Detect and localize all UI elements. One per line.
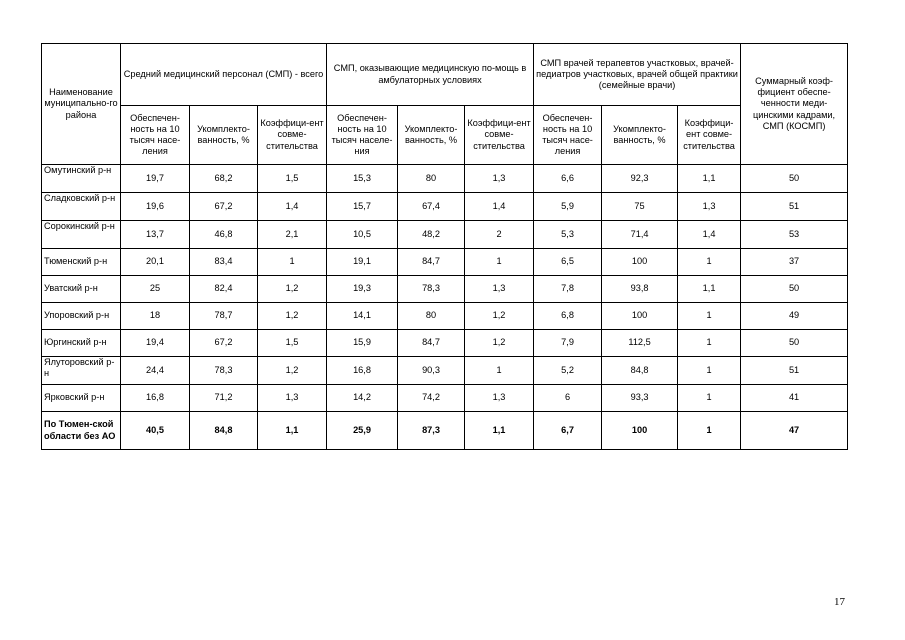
table-cell: 18 xyxy=(121,303,190,330)
table-row xyxy=(42,276,848,303)
table-cell: 50 xyxy=(741,276,848,303)
table-cell: 46,8 xyxy=(190,221,258,249)
district-name: Юргинский р-н xyxy=(42,330,121,357)
table-cell: 1 xyxy=(678,385,741,412)
table-cell: 1,3 xyxy=(465,165,534,193)
table-cell: 6,8 xyxy=(534,303,602,330)
total-cell: 100 xyxy=(602,412,678,450)
table-cell: 14,1 xyxy=(327,303,398,330)
district-name: Уватский р-н xyxy=(42,276,121,303)
table-cell: 80 xyxy=(398,303,465,330)
table-cell: 93,3 xyxy=(602,385,678,412)
table-cell: 37 xyxy=(741,249,848,276)
table-cell: 78,3 xyxy=(190,357,258,385)
total-cell: 6,7 xyxy=(534,412,602,450)
table-cell: 14,2 xyxy=(327,385,398,412)
total-cell: 25,9 xyxy=(327,412,398,450)
total-cell: 40,5 xyxy=(121,412,190,450)
table-cell: 67,4 xyxy=(398,193,465,221)
table-cell: 6 xyxy=(534,385,602,412)
table-cell: 51 xyxy=(741,193,848,221)
table-row xyxy=(42,303,848,330)
total-cell: 1,1 xyxy=(258,412,327,450)
table-cell: 1,2 xyxy=(258,276,327,303)
table-cell: 2,1 xyxy=(258,221,327,249)
table-cell: 5,2 xyxy=(534,357,602,385)
table-cell: 100 xyxy=(602,303,678,330)
district-name: Сорокинский р-н xyxy=(42,221,121,249)
table-row xyxy=(42,221,848,249)
group-header-smp-ambulatory: СМП, оказывающие медицинскую по-мощь в амбулаторных условиях xyxy=(327,44,534,106)
total-cell: 47 xyxy=(741,412,848,450)
district-name: Тюменский р-н xyxy=(42,249,121,276)
table-cell: 84,8 xyxy=(602,357,678,385)
header-row-groups xyxy=(42,44,848,106)
district-name: Ярковский р-н xyxy=(42,385,121,412)
table-cell: 68,2 xyxy=(190,165,258,193)
table-cell: 1,2 xyxy=(258,357,327,385)
table-cell: 90,3 xyxy=(398,357,465,385)
table-cell: 20,1 xyxy=(121,249,190,276)
table-cell: 1,5 xyxy=(258,330,327,357)
table-cell: 1 xyxy=(678,303,741,330)
table-cell: 6,5 xyxy=(534,249,602,276)
subcol-header: Обеспечен-ность на 10 тысяч населе-ния xyxy=(327,106,398,165)
table-cell: 50 xyxy=(741,330,848,357)
group-header-smp-district-doctors: СМП врачей терапевтов участковых, врачей-педиатров участковых, врачей общей практики (семейные врачи) xyxy=(534,44,741,106)
table-cell: 5,9 xyxy=(534,193,602,221)
table-cell: 10,5 xyxy=(327,221,398,249)
table-cell: 80 xyxy=(398,165,465,193)
table-cell: 67,2 xyxy=(190,330,258,357)
table-cell: 1,2 xyxy=(465,330,534,357)
table-cell: 1,4 xyxy=(678,221,741,249)
subcol-header: Укомплекто-ванность, % xyxy=(398,106,465,165)
table-cell: 19,3 xyxy=(327,276,398,303)
table-cell: 74,2 xyxy=(398,385,465,412)
table-cell: 1 xyxy=(678,330,741,357)
group-header-smp-total: Средний медицинский персонал (СМП) - всего xyxy=(121,44,327,106)
table-cell: 71,2 xyxy=(190,385,258,412)
table-cell: 51 xyxy=(741,357,848,385)
table-row xyxy=(42,330,848,357)
table-cell: 5,3 xyxy=(534,221,602,249)
table-cell: 67,2 xyxy=(190,193,258,221)
table-cell: 13,7 xyxy=(121,221,190,249)
table-row xyxy=(42,193,848,221)
table-cell: 1,3 xyxy=(678,193,741,221)
table-cell: 78,3 xyxy=(398,276,465,303)
total-cell: 1 xyxy=(678,412,741,450)
table-cell: 1,2 xyxy=(258,303,327,330)
table-cell: 75 xyxy=(602,193,678,221)
table-cell: 1,5 xyxy=(258,165,327,193)
table-cell: 19,4 xyxy=(121,330,190,357)
table-cell: 6,6 xyxy=(534,165,602,193)
subcol-header: Укомплекто-ванность, % xyxy=(190,106,258,165)
table-cell: 1,4 xyxy=(465,193,534,221)
table-cell: 1 xyxy=(678,357,741,385)
table-cell: 48,2 xyxy=(398,221,465,249)
table-cell: 53 xyxy=(741,221,848,249)
table-cell: 1 xyxy=(258,249,327,276)
table-cell: 15,7 xyxy=(327,193,398,221)
subcol-header: Обеспечен-ность на 10 тысяч насе-ления xyxy=(121,106,190,165)
table-cell: 19,6 xyxy=(121,193,190,221)
table-cell: 25 xyxy=(121,276,190,303)
table-cell: 16,8 xyxy=(327,357,398,385)
district-name: Упоровский р-н xyxy=(42,303,121,330)
subcol-header: Укомплекто-ванность, % xyxy=(602,106,678,165)
table-cell: 1,2 xyxy=(465,303,534,330)
table-cell: 78,7 xyxy=(190,303,258,330)
table-cell: 19,1 xyxy=(327,249,398,276)
table-cell: 100 xyxy=(602,249,678,276)
table-cell: 82,4 xyxy=(190,276,258,303)
table-cell: 92,3 xyxy=(602,165,678,193)
table-cell: 7,9 xyxy=(534,330,602,357)
municipality-name-header: Наименование муниципально-го района xyxy=(42,44,121,165)
table-cell: 1,3 xyxy=(258,385,327,412)
table-cell: 1,3 xyxy=(465,276,534,303)
table-cell: 71,4 xyxy=(602,221,678,249)
table-cell: 7,8 xyxy=(534,276,602,303)
table-cell: 16,8 xyxy=(121,385,190,412)
group-header-kosmp: Суммарный коэф-фициент обеспе-ченности меди-цинскими кадрами, СМП (КОСМП) xyxy=(741,44,848,165)
table-cell: 1,1 xyxy=(678,165,741,193)
total-row-label: По Тюмен-ской области без АО xyxy=(42,412,121,450)
table-row xyxy=(42,249,848,276)
table-cell: 15,9 xyxy=(327,330,398,357)
table-row xyxy=(42,357,848,385)
table-total-row xyxy=(42,412,848,450)
header-row-subcolumns xyxy=(42,106,848,165)
total-cell: 1,1 xyxy=(465,412,534,450)
table-row xyxy=(42,165,848,193)
table-cell: 1,1 xyxy=(678,276,741,303)
table-cell: 49 xyxy=(741,303,848,330)
table-cell: 93,8 xyxy=(602,276,678,303)
table-cell: 84,7 xyxy=(398,330,465,357)
table-cell: 83,4 xyxy=(190,249,258,276)
total-cell: 87,3 xyxy=(398,412,465,450)
subcol-header: Коэффици-ент совме-стительства xyxy=(678,106,741,165)
district-name: Сладковский р-н xyxy=(42,193,121,221)
table-cell: 50 xyxy=(741,165,848,193)
page-number: 17 xyxy=(834,596,845,608)
district-name: Омутинский р-н xyxy=(42,165,121,193)
district-name: Ялуторовский р-н xyxy=(42,357,121,385)
table-cell: 19,7 xyxy=(121,165,190,193)
table-cell: 84,7 xyxy=(398,249,465,276)
subcol-header: Коэффици-ент совме-стительства xyxy=(465,106,534,165)
table-cell: 41 xyxy=(741,385,848,412)
staffing-table xyxy=(41,43,848,450)
table-cell: 15,3 xyxy=(327,165,398,193)
table-cell: 1 xyxy=(465,249,534,276)
table-row xyxy=(42,385,848,412)
table-cell: 2 xyxy=(465,221,534,249)
table-cell: 1 xyxy=(465,357,534,385)
table-cell: 1,3 xyxy=(465,385,534,412)
table-cell: 24,4 xyxy=(121,357,190,385)
table-cell: 1 xyxy=(678,249,741,276)
total-cell: 84,8 xyxy=(190,412,258,450)
table-cell: 1,4 xyxy=(258,193,327,221)
table-cell: 112,5 xyxy=(602,330,678,357)
subcol-header: Обеспечен-ность на 10 тысяч насе-ления xyxy=(534,106,602,165)
subcol-header: Коэффици-ент совме-стительства xyxy=(258,106,327,165)
